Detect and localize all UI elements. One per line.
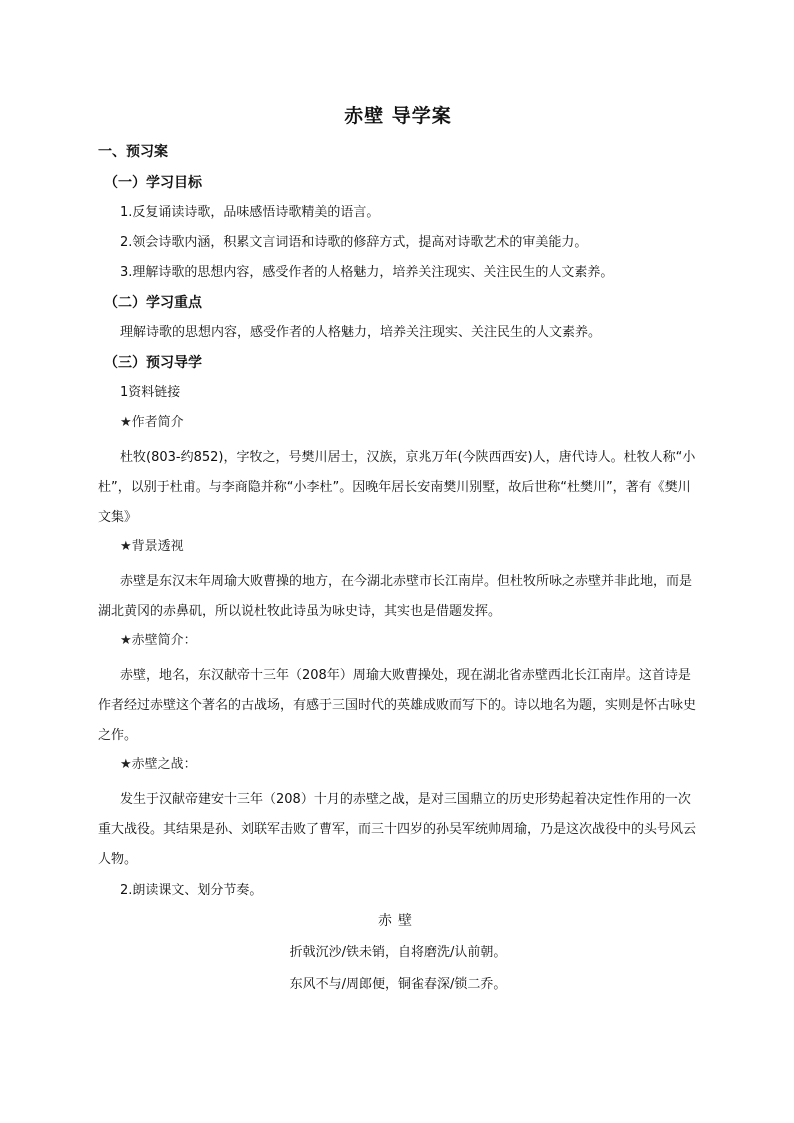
- section-heading-preview: 一、预习案: [98, 144, 168, 160]
- item-materials-link: 1资料链接: [120, 385, 181, 400]
- poem-title: 赤壁: [378, 913, 418, 929]
- battle-heading: ★赤壁之战：: [120, 757, 197, 772]
- poem-line-1: 折戟沉沙/铁未销，自将磨洗/认前朝。: [289, 945, 507, 960]
- poem-line-2: 东风不与/周郎便，铜雀春深/锁二乔。: [289, 977, 507, 992]
- focus-text: 理解诗歌的思想内容，感受作者的人格魅力，培养关注现实、关注民生的人文素养。: [120, 325, 602, 340]
- battle-text: 发生于汉献帝建安十三年（208）十月的赤壁之战，是对三国鼎立的历史形势起着决定性作用的一次重大战役。其结果是孙、刘联军击败了曹军，而三十四岁的孙吴军统帅周瑜，乃是这次战役中的头号风云人物。: [98, 792, 697, 867]
- goal-item-3: 3.理解诗歌的思想内容，感受作者的人格魅力，培养关注现实、关注民生的人文素养。: [120, 265, 614, 280]
- document-body: [98, 104, 698, 1007]
- author-intro-text: 杜牧(803-约852)，字牧之，号樊川居士，汉族，京兆万年(今陕西西安)人，唐代诗人。杜牧人称“小杜”，以别于杜甫。与李商隐并称“小李杜”。因晚年居长安南樊川别墅，故后世称“杜樊川”，著有《樊川文集》: [98, 450, 696, 525]
- background-text: 赤壁是东汉末年周瑜大败曹操的地方，在今湖北赤壁市长江南岸。但杜牧所咏之赤壁并非此地，而是湖北黄冈的赤鼻矶，所以说杜牧此诗虽为咏史诗，其实也是借题发挥。: [98, 574, 693, 619]
- goal-item-2: 2.领会诗歌内涵，积累文言词语和诗歌的修辞方式，提高对诗歌艺术的审美能力。: [120, 235, 588, 250]
- item-reading-rhythm: 2.朗读课文、划分节奏。: [120, 883, 263, 898]
- subheading-focus: （二）学习重点: [104, 295, 202, 311]
- chibi-intro-heading: ★赤壁简介：: [120, 633, 197, 648]
- goal-item-1: 1.反复诵读诗歌，品味感悟诗歌精美的语言。: [120, 205, 380, 220]
- subheading-learning-goals: （一）学习目标: [104, 175, 202, 191]
- author-intro-heading: ★作者简介: [120, 415, 184, 430]
- subheading-preview-guide: （三）预习导学: [104, 355, 202, 371]
- page-title: 赤壁 导学案: [344, 105, 452, 127]
- chibi-intro-text: 赤壁，地名，东汉献帝十三年（208年）周瑜大败曹操处，现在湖北省赤壁西北长江南岸。这首诗是作者经过赤壁这个著名的古战场，有感于三国时代的英雄成败而写下的。诗以地名为题，实则是怀古咏史之作。: [98, 668, 697, 743]
- background-heading: ★背景透视: [120, 539, 184, 554]
